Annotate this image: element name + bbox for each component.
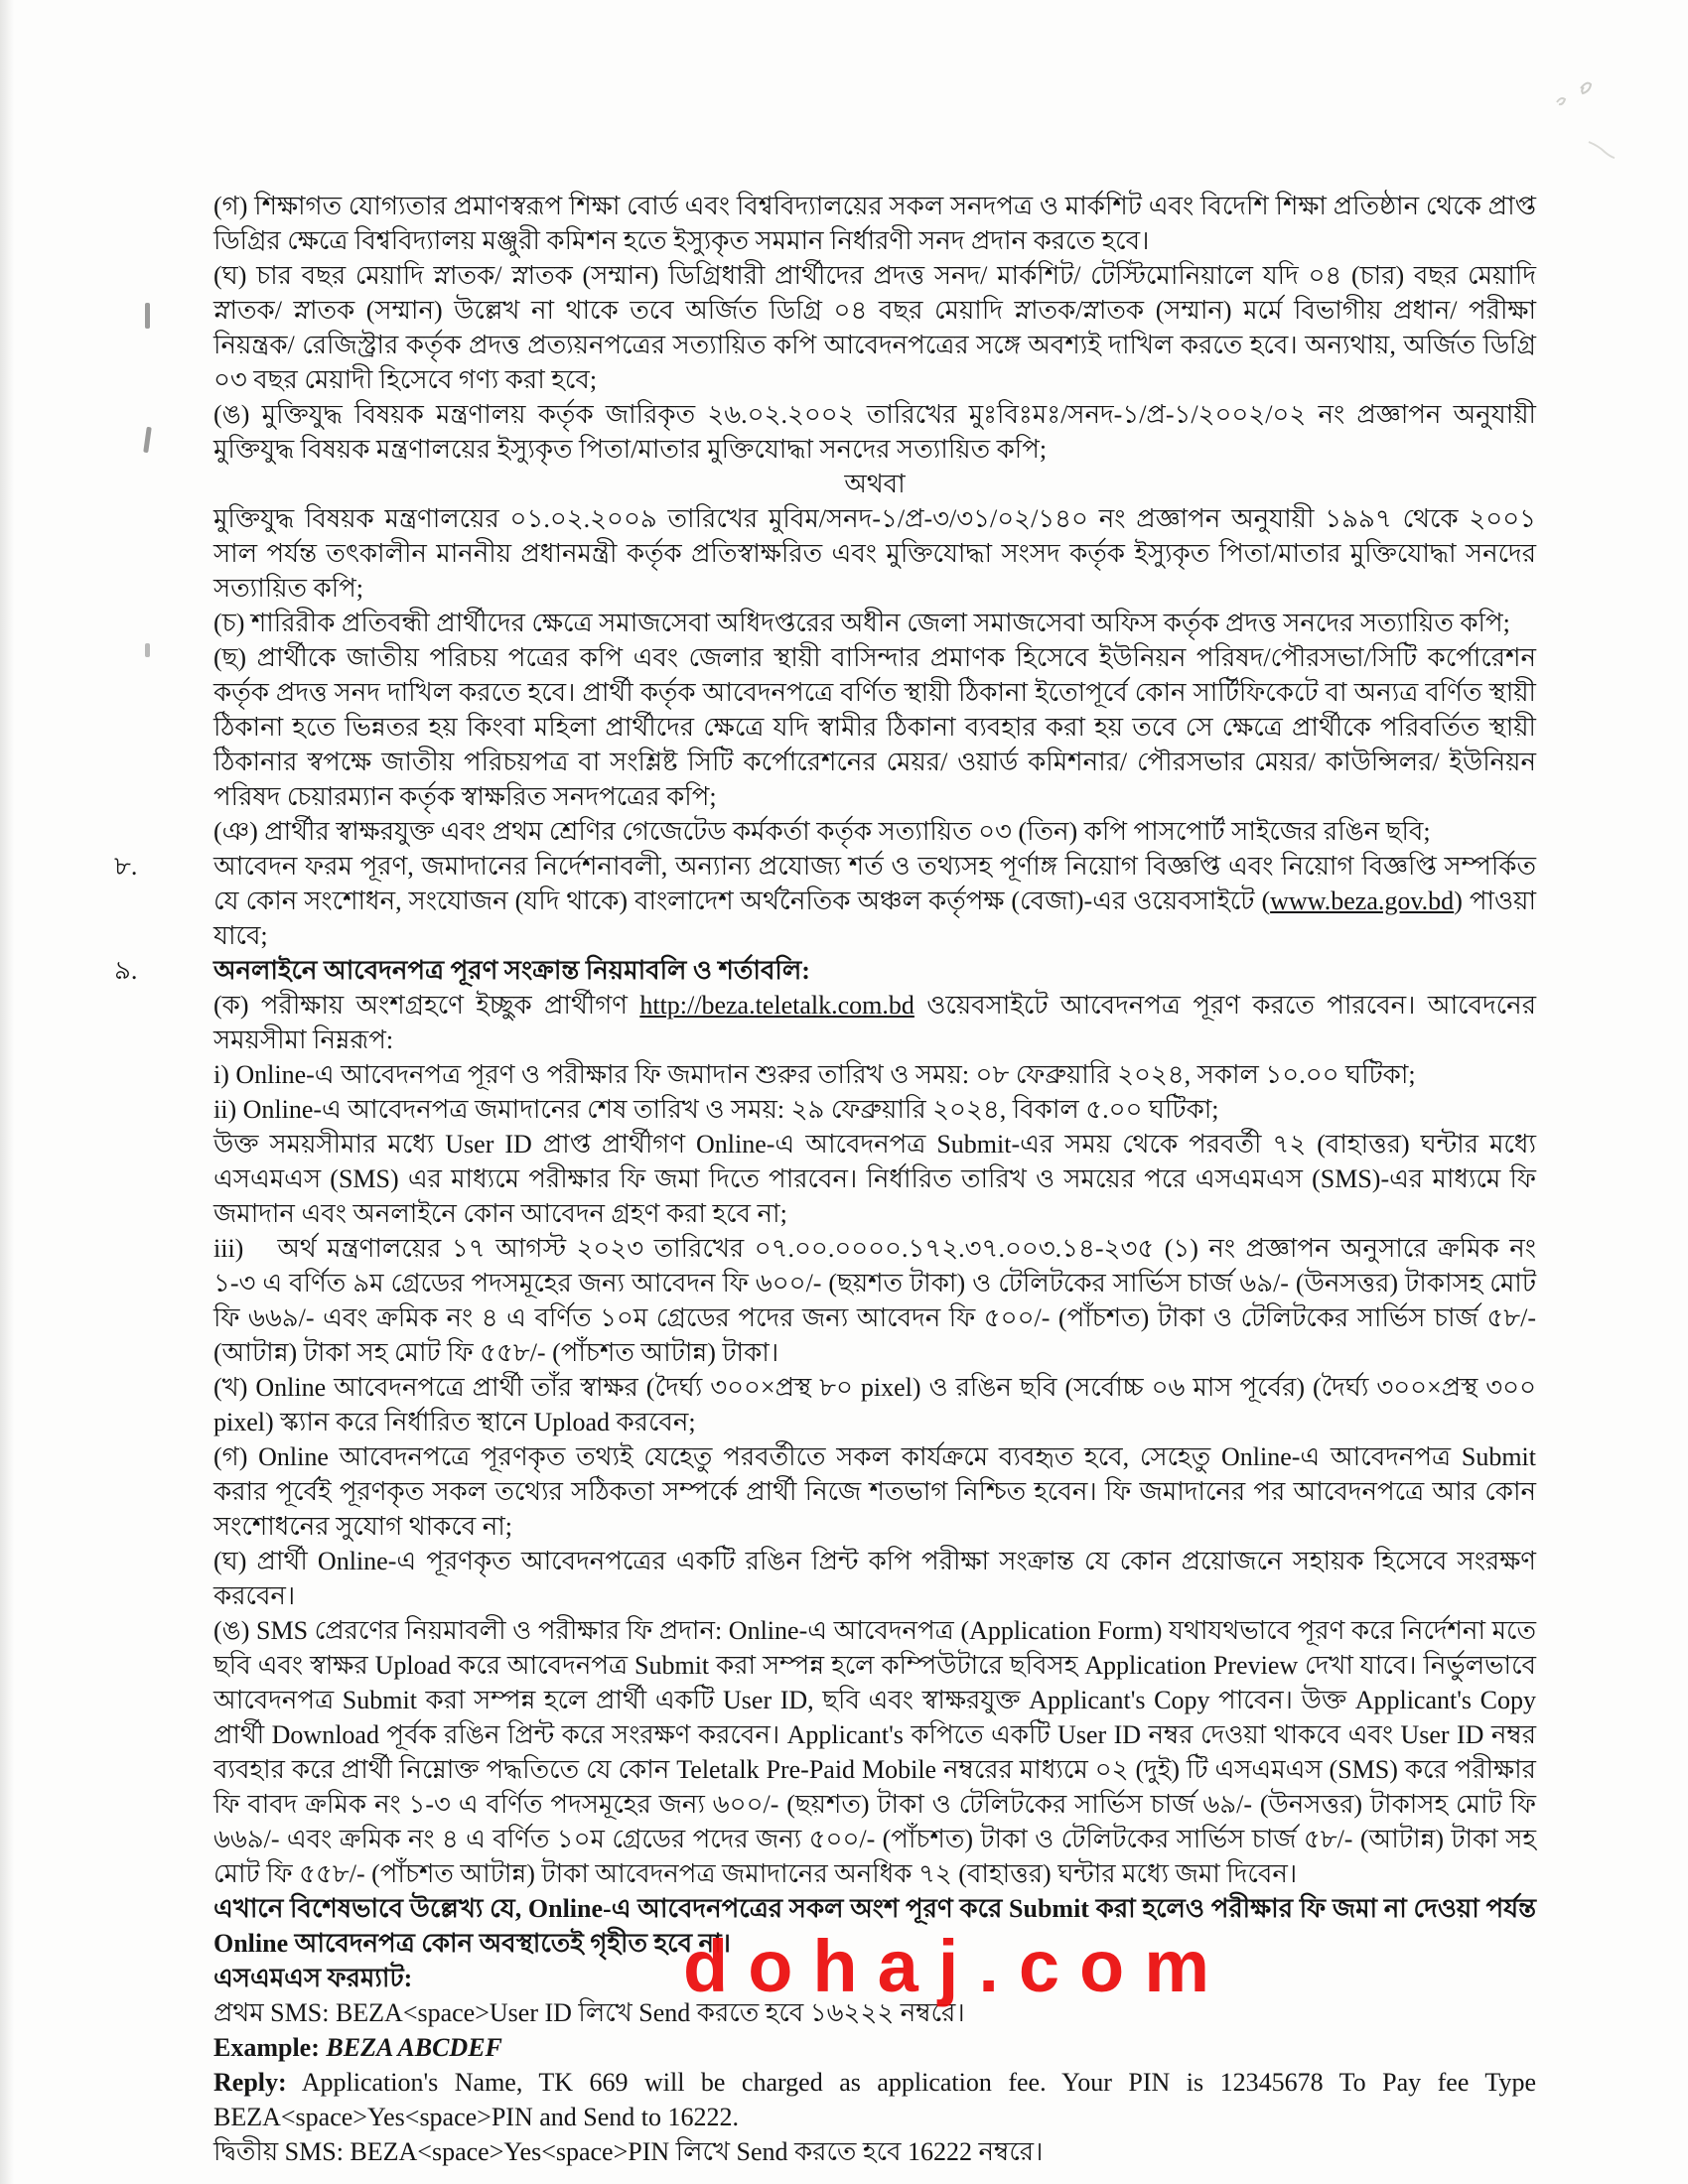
or-divider: অথবা [844, 470, 906, 498]
beza-website-link: www.beza.gov.bd [1270, 887, 1455, 915]
item-8-text-tail: ) পাওয়া যাবে; [213, 887, 1536, 950]
sms-example-line [213, 2030, 1536, 2065]
clause-gha-four-year-degree: (ঘ) চার বছর মেয়াদি স্নাতক/ স্নাতক (সম্মান) ডিগ্রিধারী প্রার্থীদের প্রদত্ত সনদ/ মার্কশিট/ টেস্টিমোনিয়ালে যদি ০৪ (চার) বছর মেয়াদি স্নাতক/ স্নাতক (সম্মান) উল্লেখ না থাকে তবে অর্জিত ডিগ্রি ০৪ বছর মেয়াদি স্নাতক/স্নাতক (সম্মান) মর্মে বিভাগীয় প্রধান/ পরীক্ষা নিয়ন্ত্রক/ রেজিস্ট্রার কর্তৃক প্রদত্ত প্রত্যয়নপত্রের সত্যায়িত কপি আবেদনপত্রের সঙ্গে অবশ্যই দাখিল করতে হবে। অন্যথায়, অর্জিত ডিগ্রি ০৩ বছর মেয়াদী হিসেবে গণ্য করা হবে; [213, 261, 1536, 394]
sms-reply-label: Reply: [213, 2068, 287, 2097]
item-9-heading-text: অনলাইনে আবেদনপত্র পূরণ সংক্রান্ত নিয়মাবলি ও শর্তাবলি: [213, 956, 810, 985]
sms-reply-line [213, 2065, 1536, 2134]
clause-ka-text-tail: ওয়েবসাইটে আবেদনপত্র পূরণ করতে পারবেন। আবেদনের সময়সীমা নিম্নরূপ: [213, 991, 1536, 1054]
clause-nio-passport-photos: (ঞ) প্রার্থীর স্বাক্ষরযুক্ত এবং প্রথম শ্রেণির গেজেটেড কর্মকর্তা কর্তৃক সত্যায়িত ০৩ (তিন) কপি পাসপোর্ট সাইজের রঙিন ছবি; [213, 817, 1431, 846]
item-8-marker: ৮. [114, 852, 138, 881]
item-i-start-date: i) Online-এ আবেদনপত্র পূরণ ও পরীক্ষার ফি জমাদান শুরুর তারিখ ও সময়: ০৮ ফেব্রুয়ারি ২০২৪, সকাল ১০.০০ ঘটিকা; [213, 1060, 1416, 1089]
sms-second-instruction: দ্বিতীয় SMS: BEZA<space>Yes<space>PIN লিখে Send করতে হবে 16222 নম্বরে। [213, 2137, 1044, 2166]
clause-ka-text: (ক) পরীক্ষায় অংশগ্রহণে ইচ্ছুক প্রার্থীগণ [213, 991, 640, 1020]
clause-chha-national-id-address: (ছ) প্রার্থীকে জাতীয় পরিচয় পত্রের কপি এবং জেলার স্থায়ী বাসিন্দার প্রমাণক হিসেবে ইউনিয়ন পরিষদ/পৌরসভা/সিটি কর্পোরেশন কর্তৃক প্রদত্ত সনদ দাখিল করতে হবে। প্রার্থী কর্তৃক আবেদনপত্রে বর্ণিত স্থায়ী ঠিকানা ইতোপূর্বে কোন সার্টিফিকেটে বা অন্যত্র বর্ণিত স্থায়ী ঠিকানা হতে ভিন্নতর হয় কিংবা মহিলা প্রার্থীদের ক্ষেত্রে যদি স্বামীর ঠিকানা ব্যবহার করা হয় তবে সে ক্ষেত্রে প্রার্থীকে পরিবর্তিত স্থায়ী ঠিকানার স্বপক্ষে জাতীয় পরিচয়পত্র বা সংশ্লিষ্ট সিটি কর্পোরেশনের মেয়র/ ওয়ার্ড কমিশনার/ পৌরসভার মেয়র/ কাউন্সিলর/ ইউনিয়ন পরিষদ চেয়ারম্যান কর্তৃক স্বাক্ষরিত সনদপত্রের কপি; [213, 643, 1536, 811]
scan-edge-artifact [143, 427, 152, 453]
item-iii-application-fees [213, 1231, 1536, 1370]
clause-uma-freedom-fighter-certificate: (ঙ) মুক্তিযুদ্ধ বিষয়ক মন্ত্রণালয় কর্তৃক জারিকৃত ২৬.০২.২০০২ তারিখের মুঃবিঃমঃ/সনদ-১/প্র-১/২০০২/০২ নং প্রজ্ঞাপন অনুযায়ী মুক্তিযুদ্ধ বিষয়ক মন্ত্রণালয়ের ইস্যুকৃত পিতা/মাতার মুক্তিযোদ্ধা সনদের সত্যায়িত কপি; [213, 400, 1536, 464]
clause-kha-photo-signature-upload: (খ) Online আবেদনপত্রে প্রার্থী তাঁর স্বাক্ষর (দৈর্ঘ্য ৩০০×প্রস্থ ৮০ pixel) ও রঙিন ছবি (সর্বোচ্চ ০৬ মাস পূর্বের) (দৈর্ঘ্য ৩০০×প্রস্থ ৩০০ pixel) স্ক্যান করে নির্ধারিত স্থানে Upload করবেন; [213, 1373, 1536, 1436]
clause-ka-apply-website [213, 988, 1536, 1057]
note-fee-mandatory: এখানে বিশেষভাবে উল্লেখ্য যে, Online-এ আবেদনপত্রের সকল অংশ পূরণ করে Submit করা হলেও পরীক্ষার ফি জমা না দেওয়া পর্যন্ত Online আবেদনপত্র কোন অবস্থাতেই গৃহীত হবে না। [213, 1894, 1536, 1958]
scan-edge-artifact [145, 303, 150, 329]
clause-alt-freedom-fighter-certificate: মুক্তিযুদ্ধ বিষয়ক মন্ত্রণালয়ের ০১.০২.২০০৯ তারিখের মুবিম/সনদ-১/প্র-৩/৩১/০২/১৪০ নং প্রজ্ঞাপন অনুযায়ী ১৯৯৭ থেকে ২০০১ সাল পর্যন্ত তৎকালীন মাননীয় প্রধানমন্ত্রী কর্তৃক প্রতিস্বাক্ষরিত এবং মুক্তিযোদ্ধা সংসদ কর্তৃক ইস্যুকৃত পিতা/মাতার মুক্তিযোদ্ধা সনদের সত্যায়িত কপি; [213, 504, 1536, 603]
sms-example-label: Example: [213, 2033, 327, 2062]
clause-cha-disability-certificate: (চ) শারিরীক প্রতিবন্ধী প্রার্থীদের ক্ষেত্রে সমাজসেবা অধিদপ্তরের অধীন জেলা সমাজসেবা অফিস কর্তৃক প্রদত্ত সনদের সত্যায়িত কপি; [213, 609, 1510, 637]
teletalk-apply-link: http://beza.teletalk.com.bd [639, 991, 914, 1020]
watermark: dohaj.com [683, 1925, 1230, 2007]
item-9-online-rules-heading [114, 953, 1536, 988]
item-ii-end-date: ii) Online-এ আবেদনপত্র জমাদানের শেষ তারিখ ও সময়: ২৯ ফেব্রুয়ারি ২০২৪, বিকাল ৫.০০ ঘটিকা; [213, 1095, 1219, 1124]
scan-edge-artifact [145, 643, 150, 657]
sms-format-heading: এসএমএস ফরম্যাট: [213, 1964, 413, 1992]
item-iii-text: অর্থ মন্ত্রণালয়ের ১৭ আগস্ট ২০২৩ তারিখের ০৭.০০.০০০০.১৭২.৩৭.০০৩.১৪-২৩৫ (১) নং প্রজ্ঞাপন অনুসারে ক্রমিক নং ১-৩ এ বর্ণিত ৯ম গ্রেডের পদসমূহের জন্য আবেদন ফি ৬০০/- (ছয়শত টাকা) ও টেলিটকের সার্ভিস চার্জ ৬৯/- (উনসত্তর) টাকাসহ মোট ফি ৬৬৯/- এবং ক্রমিক নং ৪ এ বর্ণিত ১০ম গ্রেডের পদের জন্য আবেদন ফি ৫০০/- (পাঁচশত) টাকা ও টেলিটকের সার্ভিস চার্জ ৫৮/- (আটান্ন) টাকা সহ মোট ফি ৫৫৮/- (পাঁচশত আটান্ন) টাকা। [213, 1234, 1536, 1367]
clause-gha-print-copy: (ঘ) প্রার্থী Online-এ পূরণকৃত আবেদনপত্রের একটি রঙিন প্রিন্ট কপি পরীক্ষা সংক্রান্ত যে কোন প্রয়োজনে সহায়ক হিসেবে সংরক্ষণ করবেন। [213, 1547, 1536, 1610]
item-9-marker: ৯. [114, 956, 138, 985]
document-body [114, 189, 1536, 2169]
item-8-text: আবেদন ফরম পূরণ, জমাদানের নির্দেশনাবলী, অন্যান্য প্রযোজ্য শর্ত ও তথ্যসহ পূর্ণাঙ্গ নিয়োগ বিজ্ঞপ্তি এবং নিয়োগ বিজ্ঞপ্তি সম্পর্কিত যে কোন সংশোধন, সংযোজন (যদি থাকে) বাংলাদেশ অর্থনৈতিক অঞ্চল কর্তৃপক্ষ (বেজা)-এর ওয়েবসাইটে ( [213, 852, 1536, 915]
para-fee-submission-window: উক্ত সময়সীমার মধ্যে User ID প্রাপ্ত প্রার্থীগণ Online-এ আবেদনপত্র Submit-এর সময় থেকে পরবর্তী ৭২ (বাহাত্তর) ঘন্টার মধ্যে এসএমএস (SMS) এর মাধ্যমে পরীক্ষার ফি জমা দিতে পারবেন। নির্ধারিত তারিখ ও সময়ের পরে এসএমএস (SMS)-এর মাধ্যমে ফি জমাদান এবং অনলাইনে কোন আবেদন গ্রহণ করা হবে না; [213, 1130, 1536, 1228]
pencil-scribble [1529, 55, 1638, 164]
sms-reply-text: Application's Name, TK 669 will be charged as application fee. Your PIN is 12345678 To Pay fee Type BEZA<space>Yes<space>PIN and Send to 16222. [213, 2068, 1536, 2131]
sms-example-value: BEZA ABCDEF [326, 2033, 502, 2062]
clause-uma-sms-rules: (ঙ) SMS প্রেরণের নিয়মাবলী ও পরীক্ষার ফি প্রদান: Online-এ আবেদনপত্র (Application Form) যথাযথভাবে পূরণ করে নির্দেশনা মতে ছবি এবং স্বাক্ষর Upload করে আবেদনপত্র Submit করা সম্পন্ন হলে কম্পিউটারে ছবিসহ Application Preview দেখা যাবে। নির্ভুলভাবে আবেদনপত্র Submit করা সম্পন্ন হলে প্রার্থী একটি User ID, ছবি এবং স্বাক্ষরযুক্ত Applicant's Copy পাবেন। উক্ত Applicant's Copy প্রার্থী Download পূর্বক রঙিন প্রিন্ট করে সংরক্ষণ করবেন। Applicant's কপিতে একটি User ID নম্বর দেওয়া থাকবে এবং User ID নম্বর ব্যবহার করে প্রার্থী নিম্নোক্ত পদ্ধতিতে যে কোন Teletalk Pre-Paid Mobile নম্বরের মাধ্যমে ০২ (দুই) টি এসএমএস (SMS) করে পরীক্ষার ফি বাবদ ক্রমিক নং ১-৩ এ বর্ণিত পদসমূহের জন্য ৬০০/- (ছয়শত) টাকা ও টেলিটকের সার্ভিস চার্জ ৬৯/- (উনসত্তর) টাকাসহ মোট ফি ৬৬৯/- এবং ক্রমিক নং ৪ এ বর্ণিত ১০ম গ্রেডের পদের জন্য ৫০০/- (পাঁচশত) টাকা ও টেলিটকের সার্ভিস চার্জ ৫৮/- (আটান্ন) টাকা সহ মোট ফি ৫৫৮/- (পাঁচশত আটান্ন) টাকা আবেদনপত্র জমাদানের অনধিক ৭২ (বাহাত্তর) ঘন্টার মধ্যে জমা দিবেন। [213, 1616, 1536, 1888]
item-iii-marker: iii) [213, 1234, 244, 1263]
sms-first-instruction: প্রথম SMS: BEZA<space>User ID লিখে Send করতে হবে ১৬২২২ নম্বরে। [213, 1998, 965, 2027]
clause-ga-education-certificates: (গ) শিক্ষাগত যোগ্যতার প্রমাণস্বরূপ শিক্ষা বোর্ড এবং বিশ্ববিদ্যালয়ের সকল সনদপত্র ও মার্কশিট এবং বিদেশি শিক্ষা প্রতিষ্ঠান থেকে প্রাপ্ত ডিগ্রির ক্ষেত্রে বিশ্ববিদ্যালয় মঞ্জুরী কমিশন হতে ইস্যুকৃত সমমান নির্ধারণী সনদ প্রদান করতে হবে। [213, 192, 1536, 255]
item-8-website-info [114, 849, 1536, 953]
clause-ga-info-accuracy: (গ) Online আবেদনপত্রে পূরণকৃত তথ্যই যেহেতু পরবর্তীতে সকল কার্যক্রমে ব্যবহৃত হবে, সেহেতু Online-এ আবেদনপত্র Submit করার পূর্বেই পূরণকৃত সকল তথ্যের সঠিকতা সম্পর্কে প্রার্থী নিজে শতভাগ নিশ্চিত হবেন। ফি জমাদানের পর আবেদনপত্রে আর কোন সংশোধনের সুযোগ থাকবে না; [213, 1442, 1536, 1541]
